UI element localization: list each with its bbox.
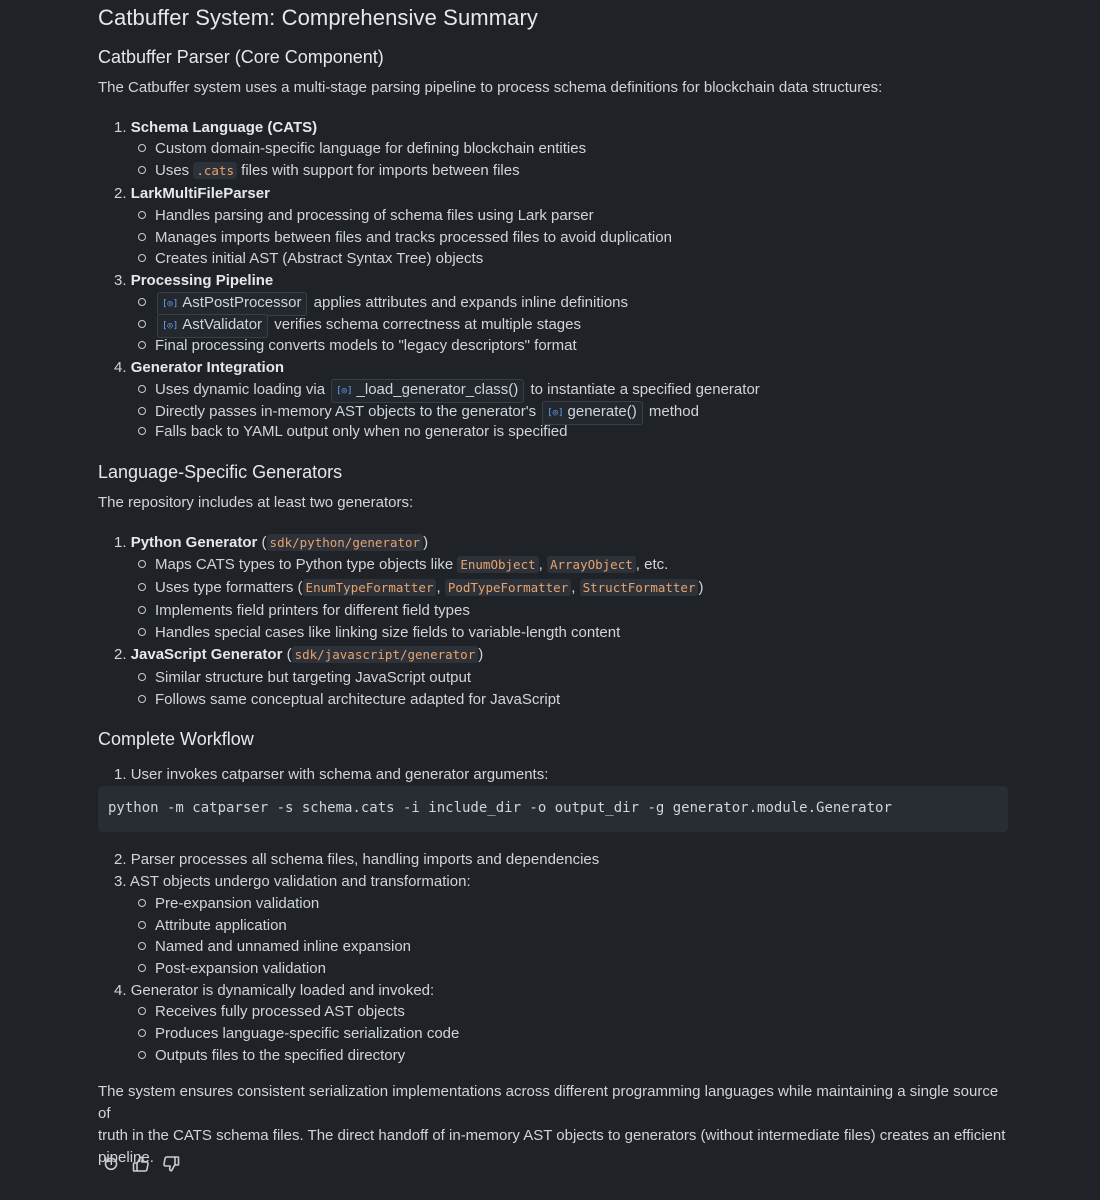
bullet-icon xyxy=(138,298,146,306)
list-subitem: Receives fully processed AST objects xyxy=(138,1002,405,1022)
symbol-icon: [◎] xyxy=(547,408,564,418)
inline-code: EnumTypeFormatter xyxy=(303,579,437,596)
list-subitem: Handles special cases like linking size fields to variable-length content xyxy=(138,623,620,643)
bullet-icon xyxy=(138,427,146,435)
list-subitem: Attribute application xyxy=(138,916,287,936)
inline-code: ArrayObject xyxy=(547,556,636,573)
list-subitem: Pre-expansion validation xyxy=(138,894,319,914)
parser-heading: Catbuffer Parser (Core Component) xyxy=(98,47,384,67)
list-subitem: Follows same conceptual architecture adapted for JavaScript xyxy=(138,690,560,710)
inline-code: PodTypeFormatter xyxy=(445,579,571,596)
code-reference-chip[interactable]: [◎] AstPostProcessor xyxy=(157,292,307,316)
symbol-icon: [◎] xyxy=(336,386,353,396)
bullet-icon xyxy=(138,1007,146,1015)
bullet-icon xyxy=(138,899,146,907)
list-subitem: Uses dynamic loading via [◎] _load_generator_class() to instantiate a specified generator xyxy=(138,379,760,403)
bullet-icon xyxy=(138,921,146,929)
bullet-icon xyxy=(138,254,146,262)
thumbs-down-button[interactable] xyxy=(161,1154,181,1174)
conclusion-paragraph: The system ensures consistent serialization implementations across different programming languages while maintaining a single source of truth in the CATS schema files. The direct handoff of in-memory AST objects to generators (without intermediate files) creates an efficient pipeline. xyxy=(98,1083,1006,1166)
list-item: 1. Python Generator ( sdk/python/generator ) xyxy=(114,534,429,551)
item-title: Generator Integration xyxy=(130,359,285,376)
inline-code: sdk/javascript/generator xyxy=(292,646,479,663)
bullet-icon xyxy=(138,341,146,349)
list-subitem: Maps CATS types to Python type objects like EnumObject , ArrayObject , etc. xyxy=(138,555,668,575)
symbol-icon: [◎] xyxy=(162,299,179,309)
item-title: Python Generator xyxy=(130,534,258,551)
list-item: 3. Processing Pipeline xyxy=(114,272,274,289)
bullet-icon xyxy=(138,320,146,328)
bullet-icon xyxy=(138,695,146,703)
list-subitem: Produces language-specific serialization code xyxy=(138,1024,459,1044)
bullet-icon xyxy=(138,942,146,950)
list-subitem: Creates initial AST (Abstract Syntax Tree) objects xyxy=(138,249,483,269)
retry-button[interactable] xyxy=(101,1154,121,1174)
list-subitem: Named and unnamed inline expansion xyxy=(138,937,411,957)
list-item: 3. AST objects undergo validation and transformation: xyxy=(114,873,471,890)
list-subitem: Uses .cats files with support for imports between files xyxy=(138,161,520,181)
item-title: JavaScript Generator xyxy=(130,646,283,663)
bullet-icon xyxy=(138,233,146,241)
inline-code: sdk/python/generator xyxy=(267,534,424,551)
inline-code: .cats xyxy=(193,162,237,179)
thumbs-down-icon xyxy=(162,1155,180,1173)
bullet-icon xyxy=(138,673,146,681)
bullet-icon xyxy=(138,166,146,174)
bullet-icon xyxy=(138,560,146,568)
list-item: 2. JavaScript Generator ( sdk/javascript/generator ) xyxy=(114,646,484,663)
list-subitem: Final processing converts models to "legacy descriptors" format xyxy=(138,336,577,356)
item-title: Schema Language (CATS) xyxy=(130,119,318,136)
list-subitem: Directly passes in-memory AST objects to the generator's [◎] generate() method xyxy=(138,401,699,425)
list-subitem: Similar structure but targeting JavaScript output xyxy=(138,668,471,688)
bullet-icon xyxy=(138,385,146,393)
symbol-icon: [◎] xyxy=(162,321,179,331)
list-subitem: Falls back to YAML output only when no generator is specified xyxy=(138,422,567,442)
list-item: 1. Schema Language (CATS) xyxy=(114,119,318,136)
list-subitem: [◎] AstValidator verifies schema correctness at multiple stages xyxy=(138,314,581,338)
list-subitem: Handles parsing and processing of schema files using Lark parser xyxy=(138,206,594,226)
list-item: 2. Parser processes all schema files, handling imports and dependencies xyxy=(114,851,600,868)
list-item: 1. User invokes catparser with schema and generator arguments: xyxy=(114,766,549,783)
list-subitem: Manages imports between files and tracks processed files to avoid duplication xyxy=(138,228,672,248)
bullet-icon xyxy=(138,211,146,219)
command-code-block[interactable] xyxy=(98,786,1008,832)
generators-intro: The repository includes at least two generators: xyxy=(98,494,414,511)
list-subitem: Outputs files to the specified directory xyxy=(138,1046,405,1066)
list-item: 4. Generator is dynamically loaded and invoked: xyxy=(114,982,435,999)
list-item: 2. LarkMultiFileParser xyxy=(114,185,270,202)
bullet-icon xyxy=(138,583,146,591)
bullet-icon xyxy=(138,1051,146,1059)
bullet-icon xyxy=(138,407,146,415)
bullet-icon xyxy=(138,1029,146,1037)
bullet-icon xyxy=(138,628,146,636)
workflow-heading: Complete Workflow xyxy=(98,729,254,749)
parser-intro: The Catbuffer system uses a multi-stage parsing pipeline to process schema definitions for blockchain data structures: xyxy=(98,79,883,96)
command-text: python -m catparser -s schema.cats -i include_dir -o output_dir -g generator.module.Generator xyxy=(108,800,892,816)
page-title: Catbuffer System: Comprehensive Summary xyxy=(98,5,538,30)
list-subitem: [◎] AstPostProcessor applies attributes and expands inline definitions xyxy=(138,292,628,316)
code-reference-chip[interactable]: [◎] generate() xyxy=(542,401,642,425)
item-title: Processing Pipeline xyxy=(130,272,274,289)
list-subitem: Implements field printers for different field types xyxy=(138,601,470,621)
retry-icon xyxy=(103,1156,119,1172)
item-title: LarkMultiFileParser xyxy=(130,185,270,202)
bullet-icon xyxy=(138,144,146,152)
inline-code: StructFormatter xyxy=(580,579,699,596)
code-reference-chip[interactable]: [◎] AstValidator xyxy=(157,314,268,338)
bullet-icon xyxy=(138,606,146,614)
list-subitem: Uses type formatters ( EnumTypeFormatter , PodTypeFormatter , StructFormatter ) xyxy=(138,578,703,598)
code-reference-chip[interactable]: [◎] _load_generator_class() xyxy=(331,379,524,403)
list-item: 4. Generator Integration xyxy=(114,359,285,376)
thumbs-up-button[interactable] xyxy=(131,1154,151,1174)
bullet-icon xyxy=(138,964,146,972)
list-subitem: Custom domain-specific language for defining blockchain entities xyxy=(138,139,586,159)
generators-heading: Language-Specific Generators xyxy=(98,462,343,482)
response-actions xyxy=(101,1154,181,1174)
inline-code: EnumObject xyxy=(457,556,538,573)
thumbs-up-icon xyxy=(132,1155,150,1173)
list-subitem: Post-expansion validation xyxy=(138,959,326,979)
